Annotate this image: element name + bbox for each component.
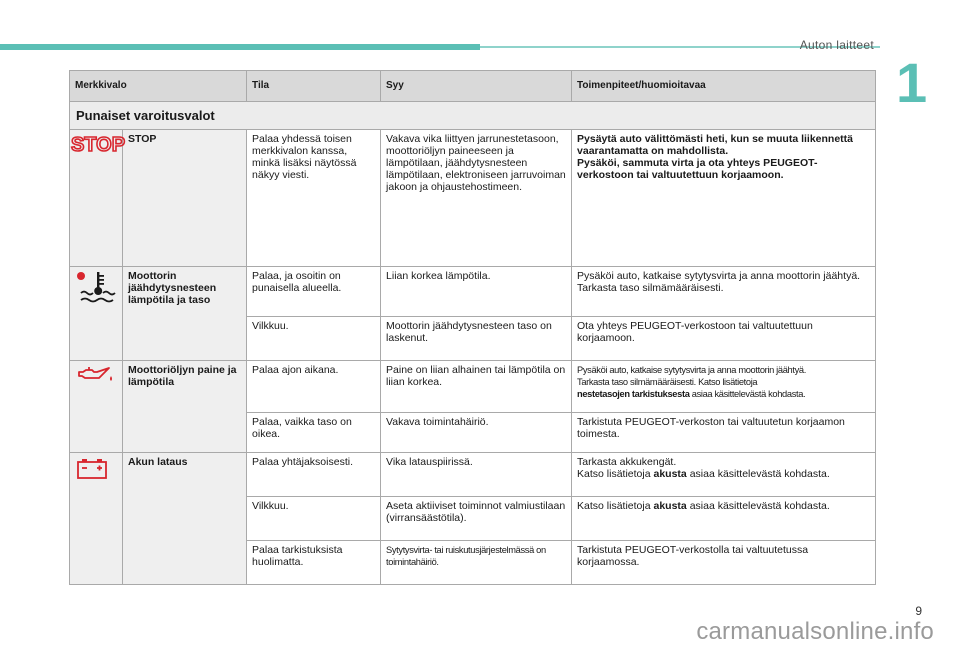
oil-icon-cell — [70, 361, 123, 453]
action-text: Pysäköi, sammuta virta ja ota yhteys PEUGEOT-verkostoon tai valtuutettuun korjaamoon. — [577, 157, 818, 181]
action-text: Tarkasta akkukengät. — [577, 456, 677, 468]
table-row — [70, 267, 876, 317]
action-text: Katso lisätietoja — [577, 468, 651, 480]
indicator-name: Moottorin jäähdytysnesteen lämpötila ja taso — [123, 267, 247, 361]
action-cell: Tarkistuta PEUGEOT-verkoston tai valtuutetun korjaamon toimesta. — [572, 413, 876, 453]
column-header-cause: Syy — [381, 71, 572, 102]
section-title: Auton laitteet — [799, 38, 874, 52]
warning-lights-table — [69, 70, 876, 585]
cause-cell: Vakava toimintahäiriö. — [381, 413, 572, 453]
action-text: Pysäköi auto, katkaise sytytysvirta ja anna moottorin jäähtyä. — [577, 270, 861, 282]
table-row — [70, 453, 876, 497]
header-accent-bar — [0, 44, 480, 50]
cause-cell: Vika latauspiirissä. — [381, 453, 572, 497]
state-cell: Vilkkuu. — [247, 497, 381, 541]
state-cell: Palaa, vaikka taso on oikea. — [247, 413, 381, 453]
action-text: asiaa käsittelevästä kohdasta. — [691, 389, 806, 399]
action-text: Katso lisätietoja — [577, 500, 651, 512]
coolant-icon-cell — [70, 267, 123, 361]
table-row — [70, 361, 876, 413]
action-text: Pysäköi auto, katkaise sytytysvirta ja anna moottorin jäähtyä. — [577, 365, 806, 375]
state-cell: Palaa yhtäjaksoisesti. — [247, 453, 381, 497]
action-cell: Tarkistuta PEUGEOT-verkostolla tai valtuutetussa korjaamossa. — [572, 541, 876, 585]
state-cell: Palaa yhdessä toisen merkkivalon kanssa, minkä lisäksi näytössä näkyy viesti. — [247, 130, 381, 267]
chapter-number: 1 — [896, 51, 928, 114]
inline-reference: akusta — [653, 500, 687, 512]
action-text: Tarkasta taso silmämääräisesti. — [577, 282, 724, 294]
column-header-state: Tila — [247, 71, 381, 102]
svg-text:STOP: STOP — [70, 134, 126, 156]
stop-icon-cell — [70, 130, 126, 267]
group-row — [70, 102, 876, 130]
action-text: asiaa käsittelevästä kohdasta. — [689, 500, 830, 512]
inline-reference: akusta — [653, 468, 687, 480]
state-cell: Palaa tarkistuksista huolimatta. — [247, 541, 381, 585]
action-text: Tarkasta taso silmämääräisesti. Katso lisätietoja — [577, 377, 758, 387]
action-cell — [572, 267, 876, 317]
indicator-name: STOP — [123, 130, 247, 267]
state-cell: Vilkkuu. — [247, 317, 381, 361]
inline-reference: nestetasojen tarkistuksesta — [577, 389, 690, 399]
cause-cell: Aseta aktiiviset toiminnot valmiustilaan (virransäästötila). — [381, 497, 572, 541]
action-cell — [572, 497, 876, 541]
state-cell: Palaa ajon aikana. — [247, 361, 381, 413]
cause-cell: Liian korkea lämpötila. — [381, 267, 572, 317]
cause-cell: Sytytysvirta- tai ruiskutusjärjestelmässä on toimintahäiriö. — [381, 541, 572, 585]
stop-warning-icon — [70, 133, 126, 156]
watermark-text: carmanualsonline.info — [696, 618, 934, 645]
action-cell — [572, 453, 876, 497]
indicator-name: Akun lataus — [123, 453, 247, 585]
battery-icon-cell — [70, 453, 123, 585]
cause-cell: Moottorin jäähdytysnesteen taso on laskenut. — [381, 317, 572, 361]
battery-charge-icon — [75, 456, 109, 480]
table-header-row — [70, 71, 876, 102]
action-cell — [572, 130, 876, 267]
group-title: Punaiset varoitusvalot — [70, 102, 876, 130]
column-header-action: Toimenpiteet/huomioitavaa — [572, 71, 876, 102]
indicator-name: Moottoriöljyn paine ja lämpötila — [123, 361, 247, 453]
page-number: 9 — [915, 604, 922, 618]
action-cell — [572, 361, 876, 413]
oil-pressure-icon — [75, 364, 115, 386]
state-cell: Palaa, ja osoitin on punaisella alueella. — [247, 267, 381, 317]
column-header-indicator: Merkkivalo — [70, 71, 247, 102]
action-cell: Ota yhteys PEUGEOT-verkostoon tai valtuutettuun korjaamoon. — [572, 317, 876, 361]
table-row — [70, 130, 876, 267]
cause-cell: Vakava vika liittyen jarrunestetasoon, moottoriöljyn paineeseen ja lämpötilaan, jäähdytysnesteen lämpötilaan, elektroniseen jarruvoiman jakoon ja ohjaustehostimeen. — [381, 130, 572, 267]
coolant-temperature-icon — [75, 270, 117, 304]
action-text: asiaa käsittelevästä kohdasta. — [689, 468, 830, 480]
action-text: Pysäytä auto välittömästi heti, kun se muuta liikennettä vaarantamatta on mahdollista. — [577, 133, 854, 157]
cause-cell: Paine on liian alhainen tai lämpötila on liian korkea. — [381, 361, 572, 413]
